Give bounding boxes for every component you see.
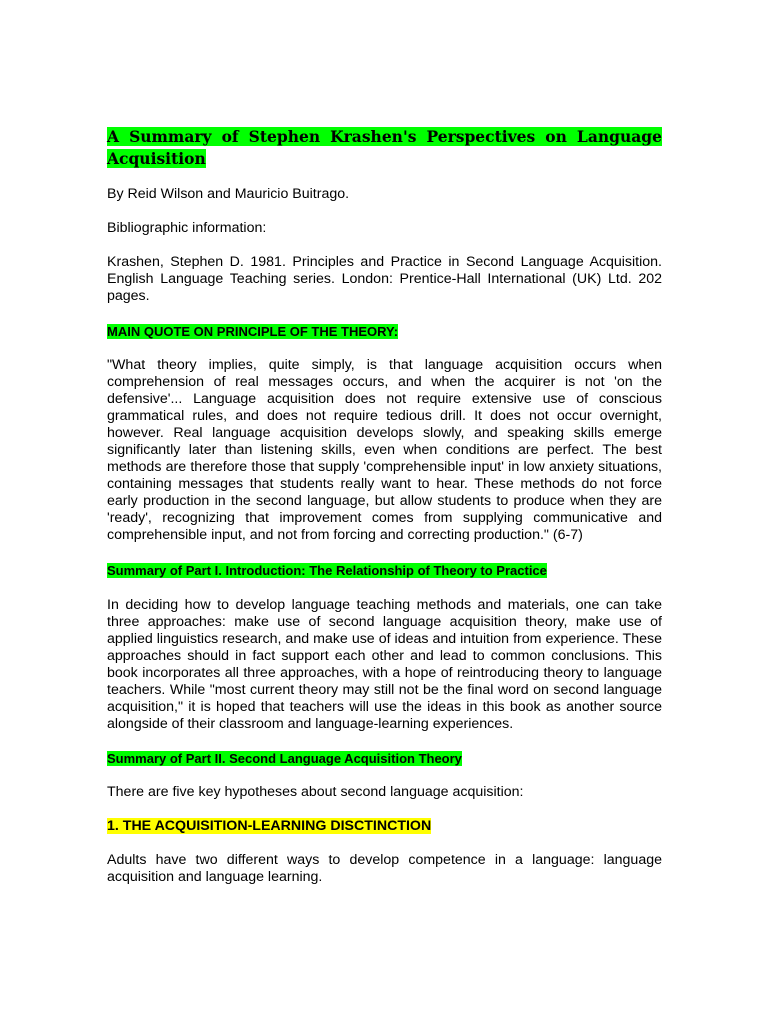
hypothesis1-heading: [107, 818, 431, 835]
part2-heading: [107, 750, 462, 767]
main-quote-heading: [107, 323, 398, 340]
authors-line: By Reid Wilson and Mauricio Buitrago.: [107, 186, 350, 202]
hypothesis1-heading-text: 1. THE ACQUISITION-LEARNING DISCTINCTION: [107, 818, 432, 834]
part2-heading-text: Summary of Part II. Second Language Acquisition Theory: [107, 751, 462, 766]
bibliographic-label: Bibliographic information:: [107, 220, 267, 236]
main-quote: "What theory implies, quite simply, is that language acquisition occurs when comprehension of real messages occurs, and when the acquirer is not 'on the defensive'... Language acquisition does not require extensive use of conscious grammatical rules, and does not require tedious drill. It does not occur overnight, however. Real language acquisition develops slowly, and speaking skills emerge significantly later than listening skills, even when conditions are perfect. The best methods are therefore those that supply 'comprehensible input' in low anxiety situations, containing messages that students really want to hear. These methods do not force early production in the second language, but allow students to produce when they are 'ready', recognizing that improvement comes from supplying communicative and comprehensible input, and not from forcing and correcting production." (6-7): [107, 357, 662, 543]
document-title: [107, 126, 662, 170]
part2-intro: There are five key hypotheses about second language acquisition:: [107, 784, 524, 800]
part1-text: In deciding how to develop language teaching methods and materials, one can take three approaches: make use of second language acquisition theory, make use of applied linguistics research, and make use of ideas and intuition from experience. These approaches should in fact support each other and lead to common conclusions. This book incorporates all three approaches, with a hope of reintroducing theory to language teachers. While "most current theory may still not be the final word on second language acquisition," it is hoped that teachers will use the ideas in this book as another source alongside of their classroom and language-learning experiences.: [107, 597, 662, 732]
citation: Krashen, Stephen D. 1981. Principles and Practice in Second Language Acquisition. English Language Teaching series. London: Prentice-Hall International (UK) Ltd. 202 pages.: [107, 254, 662, 304]
main-quote-heading-text: MAIN QUOTE ON PRINCIPLE OF THE THEORY:: [107, 324, 399, 339]
hypothesis1-text: Adults have two different ways to develop competence in a language: language acquisition and language learning.: [107, 852, 662, 885]
part1-heading: [107, 562, 547, 579]
document-title-text: A Summary of Stephen Krashen's Perspectives on Language Acquisition: [107, 127, 662, 168]
part1-heading-text: Summary of Part I. Introduction: The Relationship of Theory to Practice: [107, 563, 547, 578]
